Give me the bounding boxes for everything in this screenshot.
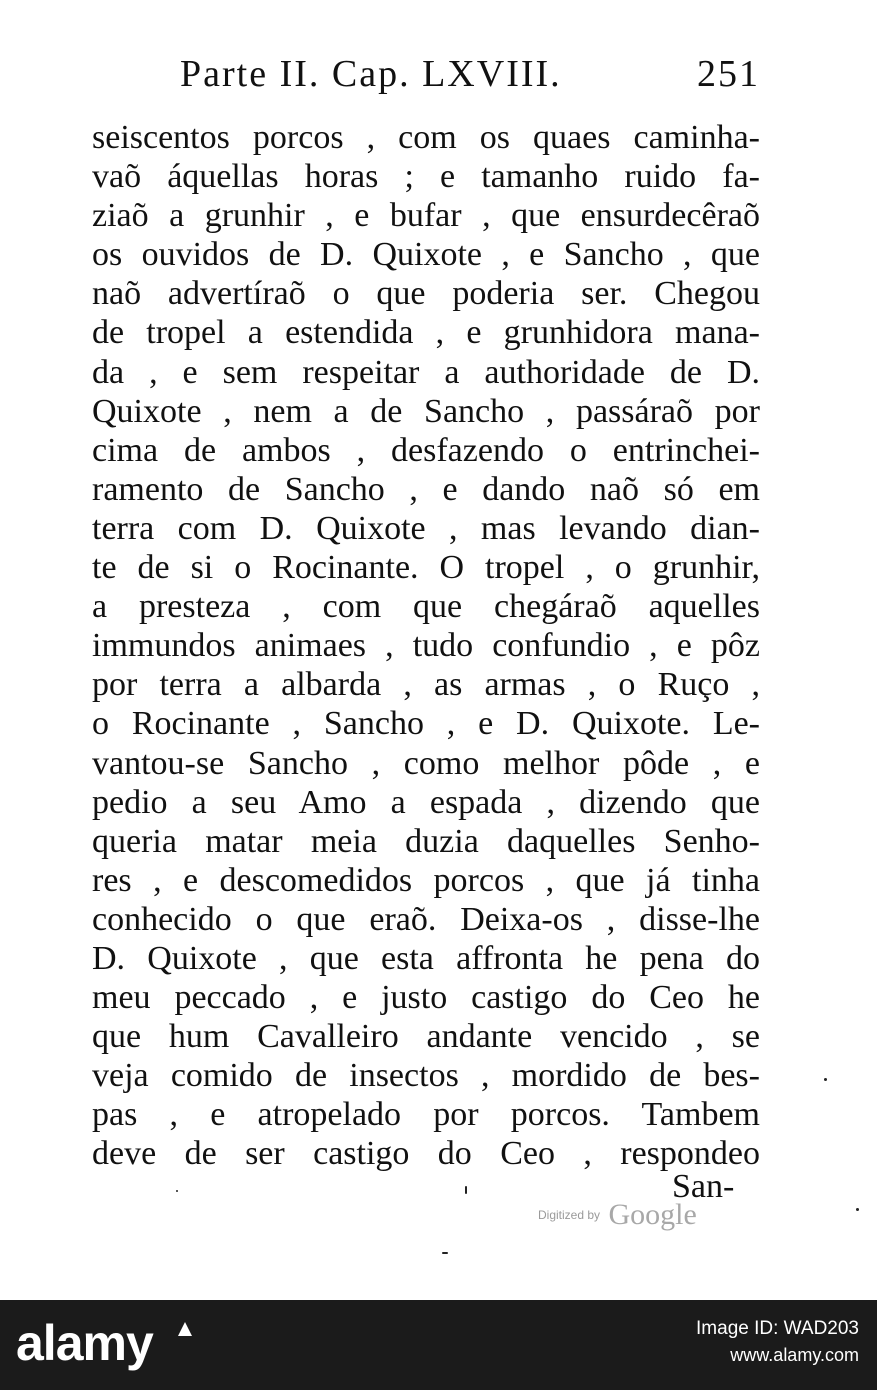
text-line: vantou-se Sancho , como melhor pôde , e [92, 744, 760, 782]
text-line: de tropel a estendida , e grunhidora mana- [92, 314, 760, 352]
text-line: terra com D. Quixote , mas levando dian- [92, 509, 760, 547]
text-line: o Rocinante , Sancho , e D. Quixote. Le- [92, 705, 760, 743]
text-line: queria matar meia duzia daquelles Senho- [92, 822, 760, 860]
text-line: vaõ áquellas horas ; e tamanho ruido fa- [92, 158, 760, 196]
text-line: res , e descomedidos porcos , que já tinha [92, 861, 760, 899]
text-line: pas , e atropelado por porcos. Tambem [92, 1096, 760, 1134]
catchword: San- [672, 1168, 735, 1205]
ink-speck [176, 1190, 178, 1192]
text-line: immundos animaes , tudo confundio , e pôz [92, 627, 760, 665]
ink-speck [856, 1208, 859, 1211]
text-line: a presteza , com que chegáraõ aquelles [92, 588, 760, 626]
text-line: ramento de Sancho , e dando naõ só em [92, 470, 760, 508]
page-number: 251 [697, 53, 760, 95]
brand-logo: alamy [16, 1315, 153, 1371]
body-text [92, 118, 760, 1174]
running-head-title: Parte II. Cap. LXVIII. [180, 53, 562, 95]
running-head [180, 52, 760, 100]
text-line: da , e sem respeitar a authoridade de D. [92, 353, 760, 391]
text-line: te de si o Rocinante. O tropel , o grunhir, [92, 549, 760, 587]
site-url: www.alamy.com [730, 1345, 859, 1365]
text-line: seiscentos porcos , com os quaes caminha- [92, 119, 760, 156]
text-line: D. Quixote , que esta affronta he pena do [92, 939, 760, 977]
ink-speck [824, 1078, 827, 1081]
watermark-prefix: Digitized by [538, 1208, 601, 1222]
digitized-watermark [538, 1198, 697, 1232]
text-line: naõ advertíraõ o que poderia ser. Chegou [92, 275, 760, 313]
text-line: veja comido de insectos , mordido de bes- [92, 1057, 760, 1095]
stock-footer-bar [0, 1300, 877, 1390]
text-line: que hum Cavalleiro andante vencido , se [92, 1018, 760, 1056]
watermark-brand: Google [608, 1198, 697, 1231]
brand-mark-icon [178, 1322, 192, 1336]
text-line: por terra a albarda , as armas , o Ruço , [92, 666, 760, 704]
ink-speck [465, 1186, 467, 1194]
text-line: pedio a seu Amo a espada , dizendo que [92, 783, 760, 821]
text-line: cima de ambos , desfazendo o entrinchei- [92, 431, 760, 469]
image-reference [696, 1316, 859, 1368]
text-line: meu peccado , e justo castigo do Ceo he [92, 979, 760, 1017]
ink-speck [442, 1252, 448, 1254]
text-line: conhecido o que eraõ. Deixa-os , disse-lhe [92, 900, 760, 938]
text-line: deve de ser castigo do Ceo , respondeo [92, 1135, 760, 1173]
text-line: os ouvidos de D. Quixote , e Sancho , que [92, 236, 760, 274]
text-line: ziaõ a grunhir , e bufar , que ensurdecêraõ [92, 197, 760, 235]
text-line: Quixote , nem a de Sancho , passáraõ por [92, 392, 760, 430]
image-id: Image ID: WAD203 [696, 1318, 859, 1339]
